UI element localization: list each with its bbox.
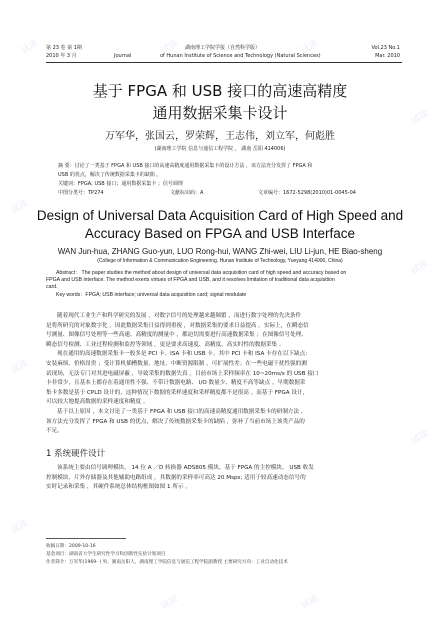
section-line: 控制模块、片外存储器及其他辅助电路组成 ，其数据的采样率可高达 20 Msps; 适用于较高速动态信号的: [46, 474, 306, 481]
intro-line: 基于以上原因 ，本文讨论了一类基于 FPGA 和 USB 接口的高速高精度通用数据采集卡的研制方法 ，: [57, 408, 307, 415]
title-cn-line2: 通用数据采集卡设计: [152, 104, 288, 122]
volume-issue-en: Vol.23 No.1: [371, 45, 400, 51]
journal-name-en: of Hunan Institute of Science and Technology (Natural Sciences): [160, 53, 321, 59]
intro-line: 试现场，无法专门对其进电磁屏蔽 ，导致采集的数据失真 。目前市场上采样频率在 10~20ms/s 的 USB 接口: [46, 370, 319, 377]
watermark-text: 试读: [409, 428, 431, 447]
title-cn-line1: 基于 FPGA 和 USB 接口的高速高精度: [92, 82, 348, 100]
title-en-line1: Design of Universal Data Acquisition Card of High Speed and: [36, 208, 404, 223]
watermark-text: 试读: [159, 38, 181, 57]
section-body: [46, 464, 398, 493]
intro-line: 现在通用的高速数据采集卡一般多是 PCI 卡、ISA 卡和 USB 卡。其中 PCI 卡和 ISA 卡存在以下缺点：: [57, 351, 311, 358]
abstract-cn-line2: USB 的优点，解决了传统数据采集卡的缺陷 。: [58, 172, 162, 178]
intro-line: 不足。: [46, 428, 63, 435]
intro-line: 集卡多数是基于 CPLD 设计的，这种情况下数据的采样速度和采样精度都不是很高 。而基于 FPGA 设计，: [46, 389, 309, 396]
abstract-en: [46, 270, 398, 299]
section-line: 该系统主要由信号调理模块、 14 位 A ／D 转换器 ADS805 模块、基于 FPGA 的主控模块、 USB 收发: [57, 465, 314, 471]
abstract-en-line1: Abstract： The paper studies the method about design of universal data acquisition card of high speed and accuracy based on: [56, 270, 347, 276]
introduction: [46, 312, 398, 437]
intro-line: 瞬态信号检测、工业过程检测和监控等领域 ，更是要求高速度、高精度、高实时性的数据采集 。: [46, 341, 285, 348]
journal-label: Journal: [114, 53, 132, 59]
intro-line: 安装麻烦、价格昂贵 ；受计算机插槽数量、地址、中断资源限制 ，可扩展性差；在一些电磁干扰性强的测: [46, 360, 307, 367]
keywords-cn: 关键词：FPGA; USB 接口；通用数据采集卡 ；信号调理: [58, 181, 183, 187]
watermark-text: 试读: [19, 38, 41, 57]
classification-number: 中图分类号：TP274: [58, 190, 104, 196]
section-heading: 1 系统硬件设计: [46, 449, 106, 459]
header-rule: [46, 62, 402, 63]
intro-line: 可以较大地提高数据的采样速度和精度 。: [46, 399, 149, 406]
issue-date: 2010 年 3 月: [46, 53, 77, 59]
title-en-line2: Accuracy Based on FPGA and USB Interface: [84, 226, 356, 241]
section-line: 实时记录和采集 ，其硬件系统总体结构框图如图 1 所示 。: [46, 484, 191, 491]
article-number: 文章编号：1672-5298(2010)01-0045-04: [258, 190, 356, 196]
affiliation-en: (College of Information & Communication Engineering, Hunan Institute of Technology, Yueyang 414006, China): [97, 258, 343, 264]
journal-name-cn: 湖南理工学院学报（自然科学版）: [185, 45, 261, 51]
authors-cn: 万军华，张国云，罗荣辉，王志伟，刘立军，何彪胜: [105, 131, 335, 142]
issue-date-en: Mar. 2010: [375, 53, 400, 59]
watermark-text: 试读: [9, 358, 31, 377]
footnote-rule: [46, 538, 126, 539]
footnote-fund: 基金项目：湖南省大学生研究性学习和创新性实验计划项目: [46, 552, 166, 557]
volume-issue: 第 23 卷 第 1期: [46, 45, 82, 51]
intro-line: 随着现代工业生产和科学研究的发展 ，对数字信号的处理越来越频繁 ，而进行数字处理的先决条件: [57, 313, 302, 319]
intro-line: 号测量、图像信号处理等一些高速、高精度的测量中 ，都迫切需要进行高速数据采集 ；在图像信号处理、: [46, 332, 307, 339]
document-code: 文献标识码：A: [170, 190, 204, 196]
watermark-text: 试读: [299, 38, 321, 57]
footnote-author: 作者简介：万军华(1969- ) 男，湖南岳阳人，湖南理工学院信息与通信工程学院副教授 主要研究方向：工业自动化技术: [46, 560, 288, 565]
intro-line: 该方法充分发挥了 FPGA 和 USB 的优点，解决了传统数据采集卡的缺陷 ，弥补了当前市场上该类产品的: [46, 418, 305, 425]
abstract-en-line3: card.: [46, 284, 58, 291]
abstract-cn-line1: 摘 要：讨论了一类基于 FPGA 和 USB 接口的高速高精度通用数据采集卡的设计方法 ，该方法充分发挥了 FPGA 和: [58, 163, 313, 169]
watermark-text: 试读: [409, 108, 431, 127]
authors-en: WAN Jun-hua, ZHANG Guo-yun, LUO Rong-hui, WANG Zhi-wei, LIU Li-jun, HE Biao-sheng: [57, 247, 383, 256]
keywords-en: Key words：FPGA; USB interface; universal data acquisition card; signal modulate: [56, 291, 247, 298]
watermark-text: 试读: [159, 593, 181, 612]
affiliation-cn: (湖南理工学院 信息与通信工程学院 ， 湖南 岳阳 414006): [154, 146, 286, 152]
watermark-text: 试读: [9, 518, 31, 537]
watermark-text: 试读: [9, 198, 31, 217]
intro-line: 卡非常少，且基本上都存在着通用性不强、不带计数器电路、 I/O 数量少、精度不高等缺点 。早期数据采: [46, 380, 306, 387]
watermark-text: 试读: [409, 258, 431, 277]
watermark-text: 试读: [299, 593, 321, 612]
abstract-en-line2: FPGA and USB interface. The method exerts virtues of FPGA and USB, and it resolves limitation of traditional data acquisition: [46, 277, 335, 284]
intro-line: 是将所研究的对象数字化 ，因此数据采集日益得到重视 ，对数据采集的要求日益提高 。实际上，在瞬态信: [46, 322, 309, 329]
footnote-received: 收稿日期：2009-10-16: [46, 544, 96, 549]
